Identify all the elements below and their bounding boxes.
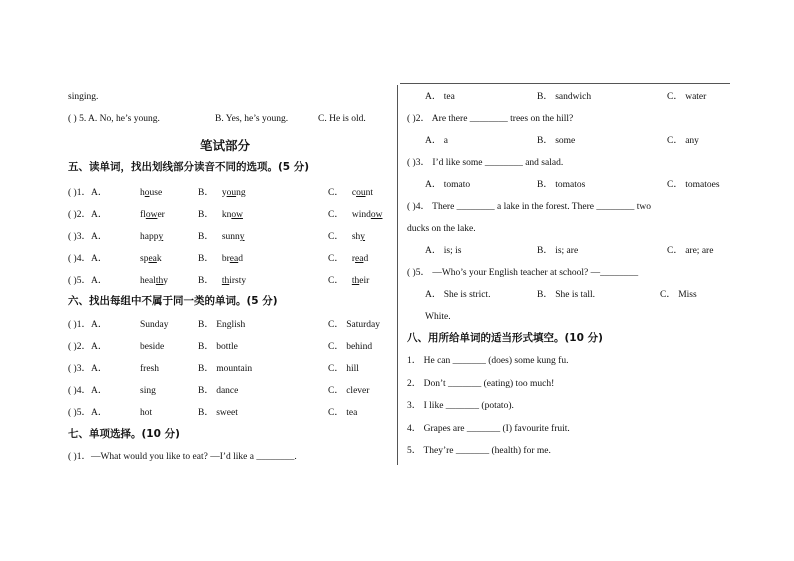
option-text: y [221,188,227,198]
section-5-header: 五、读单词，找出划线部分读音不同的选项。(5 分) [68,161,310,173]
right-line-2: ( )2． Are there ________ trees on the hill? [407,114,574,124]
s6-row-number: ( )3．A． [68,364,108,374]
s8-item: 2． Don’t _______ (eating) too much! [407,378,555,389]
s5-option-a [140,187,162,199]
s6-option-a: hot [140,408,153,418]
r10-option-a: A． She is strict. [425,290,491,300]
option-text: nt [365,188,373,198]
s5-option-c [328,231,365,243]
section-8-header: 八、用所给单词的适当形式填空。(10 分) [407,332,603,344]
s5-row-number: ( )5．A． [68,276,108,286]
s8-item: 4． Grapes are _______ (I) favourite fruit. [407,423,570,434]
r1-option-a: A． tea [425,92,455,102]
section-6-header: 六、找出每组中不属于同一类的单词。(5 分) [68,295,278,307]
underlined-letters: ow [231,210,243,220]
option-text: br [221,254,230,264]
s6-option-c: C． Saturday [328,320,380,330]
underlined-letters: ou [226,188,237,198]
option-text: sunn [221,232,240,242]
option-text: heal [140,276,156,286]
underlined-letters: th [155,276,164,286]
s6-option-b: B． sweet [198,408,238,418]
s6-option-c: C． tea [328,408,358,418]
s5-option-a [140,209,165,221]
right-line-6: ( )4． There ________ a lake in the forest. There ________ two [407,202,651,212]
r8-option-b: B． is; are [537,246,579,256]
r1-option-b: B． sandwich [537,92,592,102]
underlined-letters: ow [370,210,383,220]
s5-option-a [140,275,168,287]
s6-row-number: ( )2．A． [68,342,108,352]
s5-option-c [328,253,368,265]
s6-option-a: beside [140,342,165,352]
q5-option-c: C. He is old. [318,114,366,124]
option-letter: C． [328,232,344,242]
r10-option-c: C． Miss [660,290,697,300]
s6-option-a: sing [140,386,156,396]
s6-option-c: C． clever [328,386,370,396]
r3-option-b: B． some [537,136,576,146]
underlined-letters: ea [355,254,364,264]
option-text: happ [140,232,159,242]
s6-option-a: fresh [140,364,159,374]
s8-item: 1． He can _______ (does) some kung fu. [407,356,569,366]
option-text: ng [236,188,246,198]
underlined-letters: th [351,276,360,286]
s5-option-b [198,231,245,243]
underlined-letters: ow [145,210,158,220]
option-text: sh [351,232,361,242]
underlined-letters: o [144,188,150,198]
option-text: d [363,254,369,264]
s5-option-a [140,253,162,265]
option-letter: C． [328,188,344,198]
underlined-letters: y [360,232,366,242]
r3-option-a: A． a [425,136,448,146]
option-text: kn [221,210,232,220]
option-text: sp [140,254,149,264]
underlined-letters: y [239,232,245,242]
s5-option-a [140,231,163,243]
q5-number: ( ) 5. A. No, he’s young. [68,114,160,124]
s5-option-b [198,275,246,287]
underlined-letters: y [158,232,164,242]
s6-row-number: ( )1．A． [68,320,108,330]
s5-option-c [328,209,382,221]
right-line-4: ( )3． I’d like some ________ and salad. [407,158,564,168]
s6-option-b: B． mountain [198,364,253,374]
option-letter: B． [198,188,214,198]
right-line-7: ducks on the lake. [407,224,476,234]
s6-option-b: B． bottle [198,342,238,352]
s5-row-number: ( )1．A． [68,188,108,198]
r10-option-b: B． She is tall. [537,290,596,300]
r3-option-c: C． any [667,136,699,146]
option-text: wind [351,210,371,220]
s5-row-number: ( )3．A． [68,232,108,242]
s8-item: 5． They’re _______ (health) for me. [407,446,551,456]
r1-option-c: C． water [667,92,707,102]
left-line-1: singing. [68,92,99,102]
option-text: d [238,254,243,264]
column-divider [397,85,398,465]
s8-item: 3． I like _______ (potato). [407,401,514,411]
s6-option-c: C． behind [328,342,373,352]
right-line-9: ( )5． —Who’s your English teacher at school? —________ [407,268,639,278]
underlined-letters: th [221,276,230,286]
top-rule [400,83,730,84]
s6-row-number: ( )4．A． [68,386,108,396]
option-letter: C． [328,276,344,286]
option-text: fl [140,210,146,220]
section-title: 笔试部分 [200,138,251,153]
s5-row-number: ( )4．A． [68,254,108,264]
option-letter: B． [198,276,214,286]
q5-option-b: B. Yes, he’s young. [215,114,289,124]
s6-option-a: Sunday [140,320,169,330]
right-line-11: White. [425,312,451,322]
option-letter: C． [328,210,344,220]
s6-row-number: ( )5．A． [68,408,108,418]
option-text: y [163,276,168,286]
s6-option-c: C． hill [328,364,359,374]
underlined-letters: ea [148,254,157,264]
option-text: h [140,188,145,198]
underlined-letters: ou [356,188,366,198]
underlined-letters: ea [229,254,239,264]
option-text: k [156,254,162,264]
section-7-header: 七、单项选择。(10 分) [68,428,180,440]
s5-option-c [328,187,373,199]
option-text: r [351,254,356,264]
option-letter: B． [198,232,214,242]
r5-option-a: A． tomato [425,180,471,190]
option-text: eir [359,276,370,286]
option-text: irsty [229,276,247,286]
s5-row-number: ( )2．A． [68,210,108,220]
s7-question-1: ( )1．—What would you like to eat? —I’d like a ________. [68,452,297,462]
option-text: c [351,188,357,198]
option-text: er [157,210,165,220]
s6-option-b: B． English [198,320,246,330]
r5-option-c: C． tomatoes [667,180,720,190]
r5-option-b: B． tomatos [537,180,586,190]
option-text: use [149,188,163,198]
s5-option-b [198,187,246,199]
r8-option-c: C． are; are [667,246,714,256]
option-letter: B． [198,254,214,264]
option-letter: B． [198,210,214,220]
s6-option-b: B． dance [198,386,239,396]
s5-option-c [328,275,369,287]
s5-option-b [198,253,243,265]
r8-option-a: A． is; is [425,246,462,256]
option-letter: C． [328,254,344,264]
s5-option-b [198,209,243,221]
